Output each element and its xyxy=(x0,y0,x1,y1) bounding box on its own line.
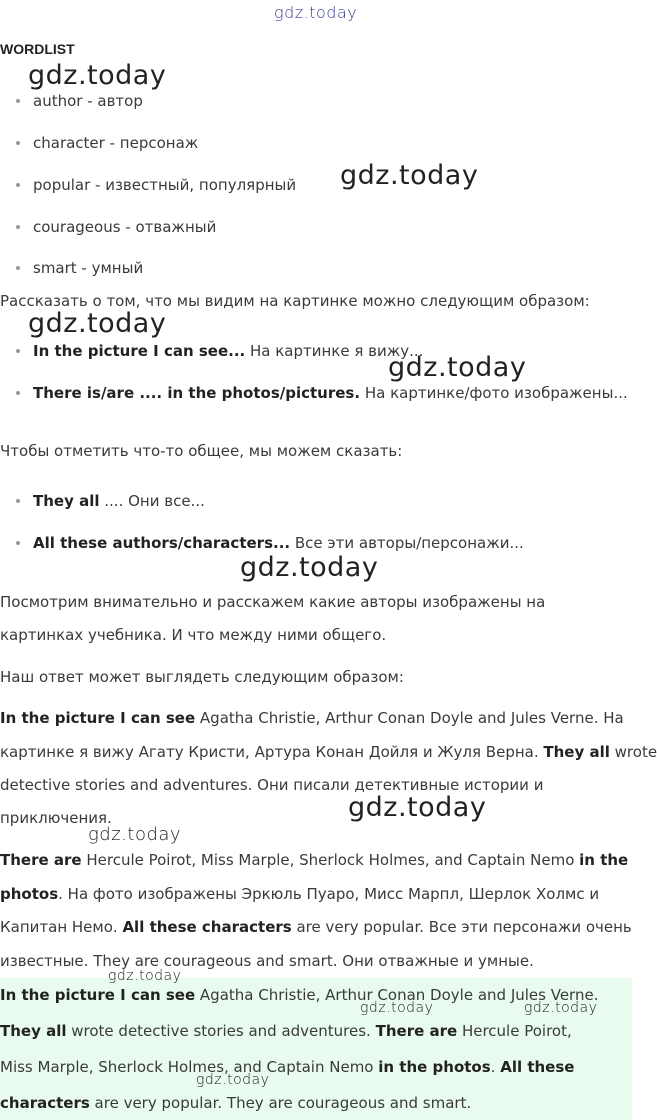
paragraph-line: There are Hercule Poirot, Miss Marple, Sherlock Holmes, and Captain Nemo in the xyxy=(0,851,629,869)
list-item: character - персонаж xyxy=(16,134,198,152)
watermark: gdz.today xyxy=(360,1000,434,1016)
watermark: gdz.today xyxy=(348,792,487,823)
watermark: gdz.today xyxy=(388,352,527,383)
list-item: In the picture I can see... На картинке я вижу... xyxy=(16,342,423,360)
watermark: gdz.today xyxy=(340,160,479,191)
bullet-icon xyxy=(16,183,20,187)
list-item: popular - известный, популярный xyxy=(16,176,296,194)
watermark: gdz.today xyxy=(240,552,379,583)
watermark: gdz.today xyxy=(196,1072,270,1088)
paragraph-line: приключения. xyxy=(0,809,112,827)
bullet-icon xyxy=(16,141,20,145)
bullet-icon xyxy=(16,391,20,395)
paragraph-line: известные. They are courageous and smart. Они отважные и умные. xyxy=(0,952,534,970)
list-item: author - автор xyxy=(16,92,143,110)
paragraph-line: photos. На фото изображены Эркюль Пуаро, Мисс Марпл, Шерлок Холмс и xyxy=(0,885,600,903)
paragraph-line: картинке я вижу Агату Кристи, Артура Конан Дойля и Жуля Верна. They all wrote xyxy=(0,743,657,761)
summary-line: Miss Marple, Sherlock Holmes, and Captain Nemo in the photos. All these xyxy=(0,1058,575,1076)
paragraph-line: detective stories and adventures. Они писали детективные истории и xyxy=(0,776,544,794)
list-item: All these authors/characters... Все эти авторы/персонажи... xyxy=(16,534,524,552)
intro-paragraph: Рассказать о том, что мы видим на картинке можно следующим образом: xyxy=(0,292,590,310)
list-item: smart - умный xyxy=(16,259,143,277)
intro-paragraph: Чтобы отметить что-то общее, мы можем сказать: xyxy=(0,442,403,460)
paragraph-line: In the picture I can see Agatha Christie, Arthur Conan Doyle and Jules Verne. На xyxy=(0,709,624,727)
list-item: courageous - отважный xyxy=(16,218,216,236)
wordlist-heading: WORDLIST xyxy=(0,41,75,57)
paragraph-line: Капитан Немо. All these characters are very popular. Все эти персонажи очень xyxy=(0,918,632,936)
list-item: They all .... Они все... xyxy=(16,492,205,510)
paragraph-line: Наш ответ может выглядеть следующим образом: xyxy=(0,668,404,686)
watermark: gdz.today xyxy=(108,968,182,984)
bullet-icon xyxy=(16,225,20,229)
paragraph-line: Посмотрим внимательно и расскажем какие авторы изображены на xyxy=(0,593,546,611)
summary-line: characters are very popular. They are courageous and smart. xyxy=(0,1094,472,1112)
watermark: gdz.today xyxy=(28,308,167,339)
bullet-icon xyxy=(16,349,20,353)
summary-line: They all wrote detective stories and adventures. There are Hercule Poirot, xyxy=(0,1022,572,1040)
bullet-icon xyxy=(16,499,20,503)
list-item: There is/are .... in the photos/pictures. На картинке/фото изображены... xyxy=(16,384,628,402)
watermark: gdz.today xyxy=(88,824,182,845)
summary-line: In the picture I can see Agatha Christie, Arthur Conan Doyle and Jules Verne. xyxy=(0,986,599,1004)
paragraph-line: картинках учебника. И что между ними общего. xyxy=(0,626,387,644)
watermark: gdz.today xyxy=(524,1000,598,1016)
bullet-icon xyxy=(16,541,20,545)
bullet-icon xyxy=(16,99,20,103)
bullet-icon xyxy=(16,266,20,270)
watermark: gdz.today xyxy=(28,60,167,91)
watermark-top: gdz.today xyxy=(274,3,358,22)
